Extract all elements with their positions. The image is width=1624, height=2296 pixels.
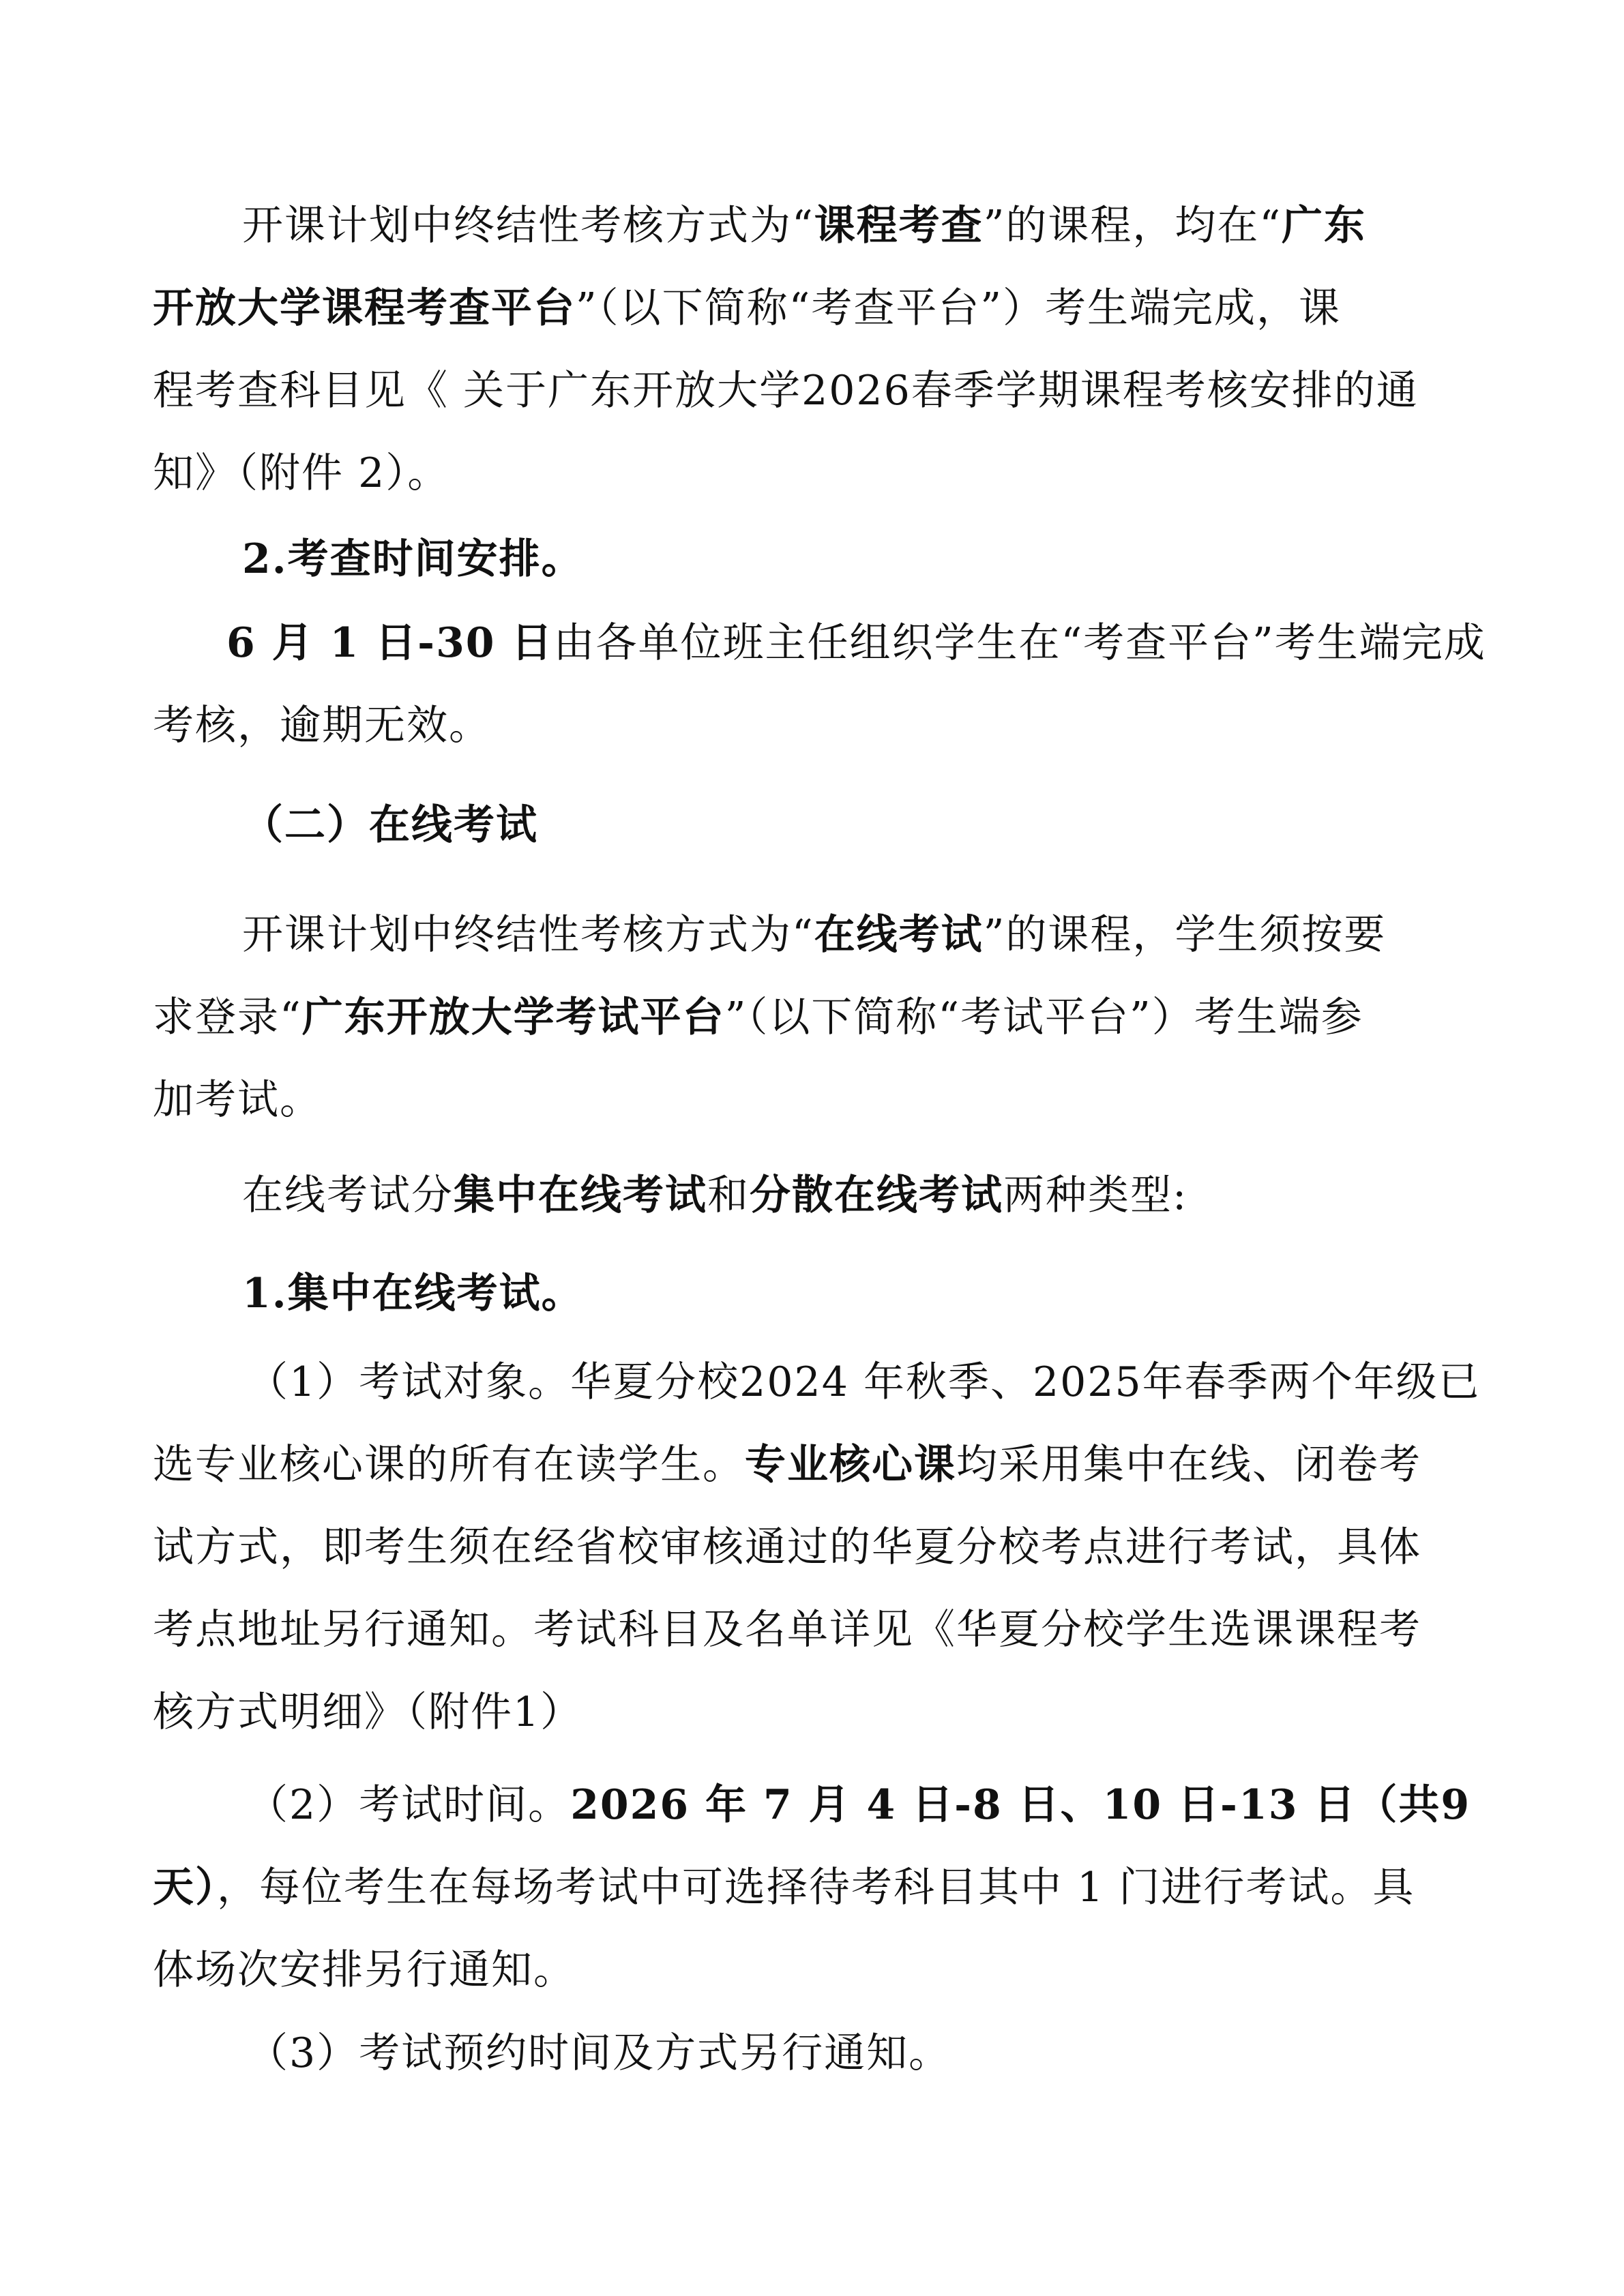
text-run: 加考试。 — [153, 1076, 322, 1124]
text-run: 核方式明细》（附件1） — [153, 1688, 583, 1736]
body-line — [153, 357, 1624, 425]
text-run: 两种类型: — [1003, 1172, 1188, 1219]
emphasis-text: 6 月 1 日-30 日 — [226, 619, 554, 667]
body-line — [247, 1348, 1624, 1416]
body-line — [153, 1936, 1624, 2004]
emphasis-text: 分散在线考试 — [750, 1172, 1003, 1219]
text-run: 考点地址另行通知。考试科目及名单详见《华夏分校学生选课课程考 — [153, 1606, 1421, 1654]
text-run: 均采用集中在线、闭卷考 — [956, 1441, 1421, 1489]
section-heading — [242, 1259, 1624, 1328]
body-line — [153, 691, 1624, 760]
emphasis-text: 集中在线考试 — [454, 1172, 707, 1219]
text-run: ，每位考生在每场考试中可选择待考科目其中 1 门进行考试。具 — [217, 1864, 1415, 1911]
text-run: 选专业核心课的所有在读学生。 — [153, 1441, 745, 1489]
emphasis-text: 在线考试 — [814, 911, 984, 959]
body-line — [153, 1596, 1624, 1664]
body-line — [153, 1678, 1624, 1746]
heading-text: 1.集中在线考试。 — [242, 1270, 584, 1317]
body-line — [247, 2019, 1624, 2087]
text-run: 试方式，即考生须在经省校审核通过的华夏分校考点进行考试，具体 — [153, 1523, 1421, 1571]
emphasis-text: 天） — [153, 1864, 217, 1911]
text-run: ”的课程，均在“ — [983, 202, 1282, 250]
text-run: 由各单位班主任组织学生在“考查平台”考生端完成 — [553, 619, 1486, 667]
body-line — [153, 1853, 1624, 1922]
text-run: 和 — [707, 1172, 750, 1219]
emphasis-text: 专业核心课 — [745, 1441, 956, 1489]
text-run: ”（以下简称“考查平台”）考生端完成，课 — [576, 284, 1342, 332]
body-line — [153, 274, 1624, 342]
text-run: 在线考试分 — [242, 1172, 454, 1219]
body-line — [153, 439, 1624, 507]
body-line — [153, 1431, 1624, 1499]
text-run: （2）考试时间。 — [247, 1781, 571, 1829]
text-run: （3）考试预约时间及方式另行通知。 — [247, 2029, 951, 2077]
heading-text: 2.考查时间安排。 — [242, 535, 584, 583]
text-run: 体场次安排另行通知。 — [153, 1946, 576, 1994]
text-run: 考核，逾期无效。 — [153, 702, 491, 749]
body-line — [242, 192, 1624, 260]
emphasis-text: 开放大学课程考查平台 — [153, 284, 576, 332]
section-heading — [242, 791, 1624, 859]
text-run: （1）考试对象。华夏分校2024 年秋季、2025年春季两个年级已 — [247, 1358, 1481, 1406]
body-line — [153, 1066, 1624, 1134]
emphasis-text: 课程考查 — [814, 202, 984, 250]
emphasis-text: 广东开放大学考试平台 — [301, 994, 725, 1041]
section-heading — [242, 525, 1624, 593]
body-line — [153, 983, 1624, 1052]
emphasis-text: 广东 — [1282, 202, 1367, 250]
text-run: 知》（附件 2）。 — [153, 449, 450, 497]
body-line — [153, 1513, 1624, 1581]
body-line — [242, 1161, 1624, 1229]
text-run: ”的课程，学生须按要 — [983, 911, 1387, 959]
text-run: 程考查科目见《 关于广东开放大学2026春季学期课程考核安排的通 — [153, 367, 1419, 415]
text-run: 求登录“ — [153, 994, 302, 1041]
text-run: ”（以下简称“考试平台”）考生端参 — [724, 994, 1363, 1041]
body-line — [247, 1771, 1624, 1839]
body-line — [242, 901, 1624, 969]
body-line — [226, 609, 1624, 677]
text-run: 开课计划中终结性考核方式为“ — [242, 202, 814, 250]
emphasis-text: 2026 年 7 月 4 日-8 日、10 日-13 日（共9 — [570, 1781, 1471, 1829]
heading-text: （二）在线考试 — [242, 801, 538, 849]
text-run: 开课计划中终结性考核方式为“ — [242, 911, 814, 959]
